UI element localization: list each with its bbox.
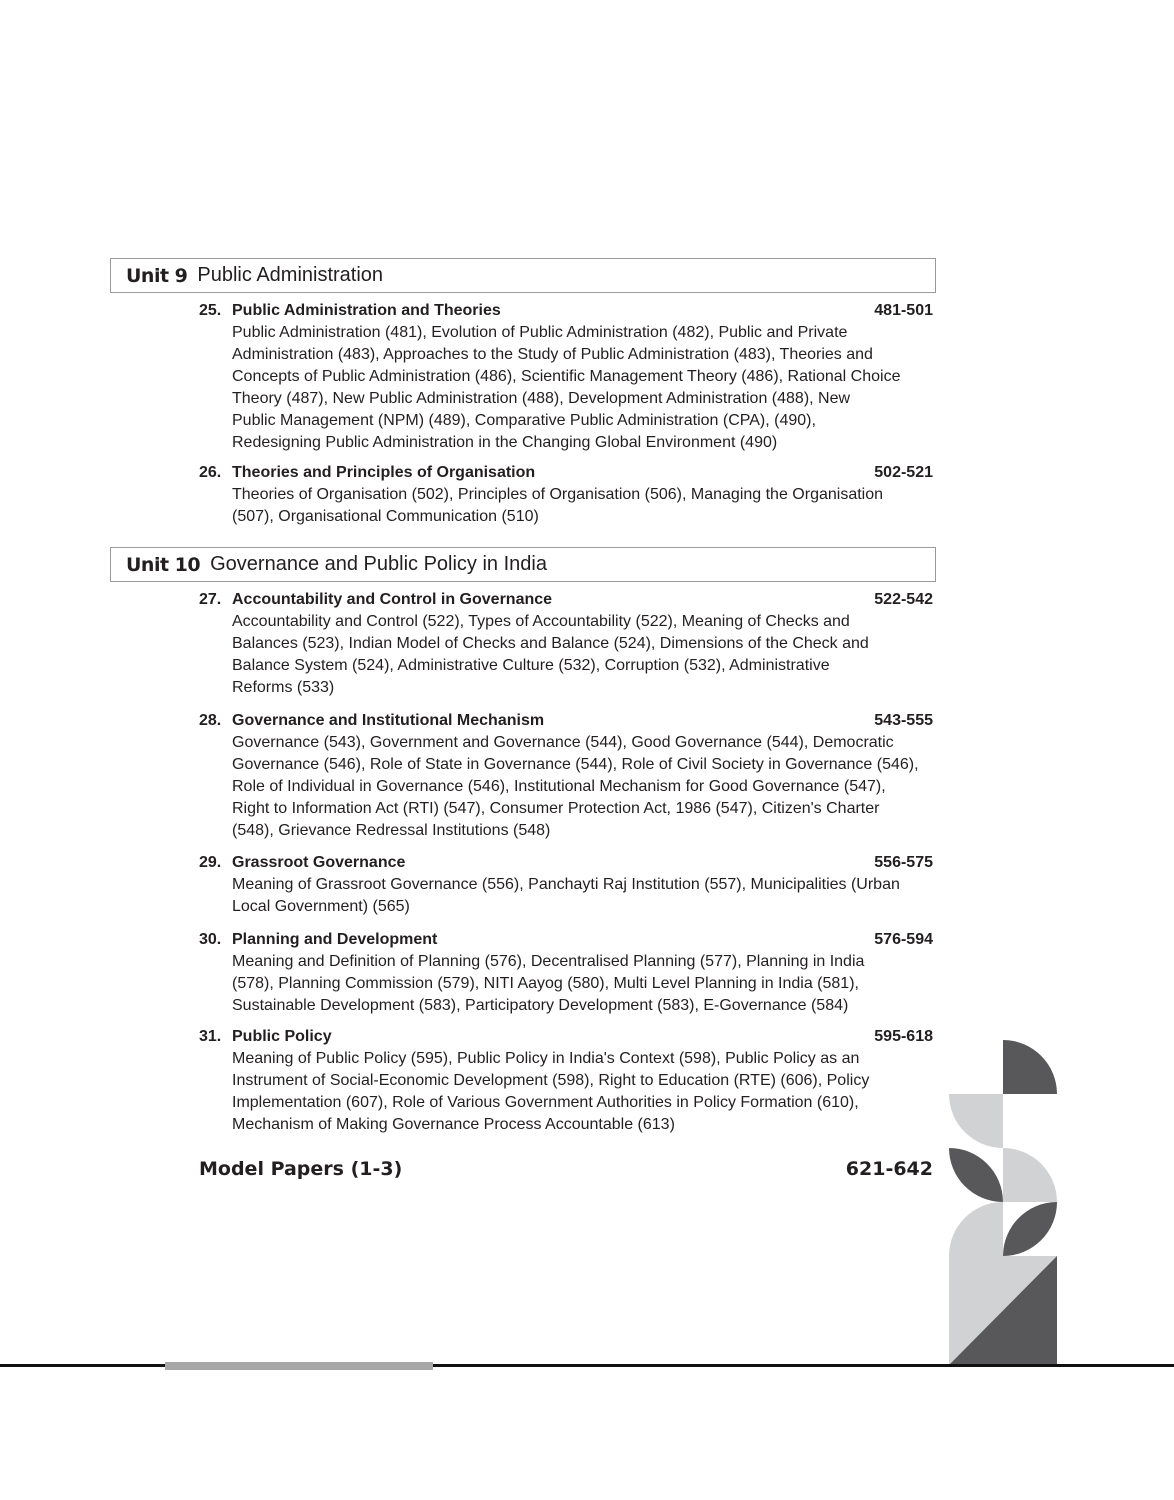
chapter-entry [199, 710, 933, 842]
unit-number: Unit 10 [126, 553, 201, 576]
chapter-entry [199, 589, 933, 699]
topic-line: Concepts of Public Administration (486), Scientific Management Theory (486), Rational Choice [232, 368, 901, 385]
light-leaf-2 [949, 1202, 1003, 1256]
topic-line: Theory (487), New Public Administration (488), Development Administration (488), New [232, 390, 851, 407]
chapter-topics [232, 611, 933, 699]
unit-title: Public Administration [197, 264, 384, 286]
chapter-pages: 576-594 [874, 931, 933, 948]
chapter-pages: 522-542 [874, 591, 933, 608]
chapter-pages: 481-501 [874, 302, 933, 319]
chapter-topics [232, 322, 933, 454]
chapter-title: Governance and Institutional Mechanism [232, 712, 545, 729]
chapter-topics [232, 1048, 933, 1136]
chapter-entry [199, 462, 933, 528]
topic-line: Local Government) (565) [232, 898, 410, 915]
topic-line: Public Administration (481), Evolution of Public Administration (482), Public and Private [232, 324, 848, 341]
topic-line: Sustainable Development (583), Participatory Development (583), E-Governance (584) [232, 997, 849, 1014]
topic-line: Public Management (NPM) (489), Comparative Public Administration (CPA), (490), [232, 412, 816, 429]
topic-line: Meaning of Public Policy (595), Public Policy in India's Context (598), Public Policy as an [232, 1050, 860, 1067]
chapter-topics [232, 874, 933, 918]
chapter-pages: 595-618 [874, 1028, 933, 1045]
decorative-shapes [949, 1040, 1057, 1365]
bottom-accent-bar [165, 1362, 433, 1370]
topic-line: Balance System (524), Administrative Culture (532), Corruption (532), Administrative [232, 657, 830, 674]
topic-line: Balances (523), Indian Model of Checks and Balance (524), Dimensions of the Check and [232, 635, 869, 652]
topic-line: Redesigning Public Administration in the Changing Global Environment (490) [232, 434, 778, 451]
topic-line: Meaning and Definition of Planning (576), Decentralised Planning (577), Planning in India [232, 953, 865, 970]
topic-line: Reforms (533) [232, 679, 335, 696]
chapter-topics [232, 951, 933, 1017]
model-papers-title: Model Papers (1-3) [199, 1158, 403, 1180]
topic-line: Right to Information Act (RTI) (547), Consumer Protection Act, 1986 (547), Citizen's Charter [232, 800, 880, 817]
model-papers-entry [199, 1158, 933, 1180]
chapter-number: 28. [199, 712, 222, 729]
topic-line: Meaning of Grassroot Governance (556), Panchayti Raj Institution (557), Municipalities (Urban [232, 876, 900, 893]
chapter-number: 31. [199, 1028, 222, 1045]
unit-heading [110, 258, 936, 293]
light-quarter-circle [949, 1094, 1003, 1148]
chapter-title: Planning and Development [232, 931, 438, 948]
chapter-entry [199, 852, 933, 918]
chapter-entry [199, 929, 933, 1017]
chapter-pages: 543-555 [874, 712, 933, 729]
chapter-number: 30. [199, 931, 222, 948]
topic-line: Governance (546), Role of State in Governance (544), Role of Civil Society in Governance (546), [232, 756, 919, 773]
model-papers-pages: 621-642 [845, 1158, 933, 1180]
chapter-title: Accountability and Control in Governance [232, 591, 553, 608]
dark-leaf [949, 1148, 1003, 1202]
chapter-number: 29. [199, 854, 222, 871]
topic-line: Governance (543), Government and Governance (544), Good Governance (544), Democratic [232, 734, 894, 751]
chapter-topics [232, 732, 933, 842]
unit-number: Unit 9 [126, 264, 188, 287]
topic-line: Role of Individual in Governance (546), Institutional Mechanism for Good Governance (547), [232, 778, 886, 795]
chapter-entry [199, 300, 933, 454]
topic-line: (578), Planning Commission (579), NITI Aayog (580), Multi Level Planning in India (581), [232, 975, 859, 992]
chapter-title: Grassroot Governance [232, 854, 406, 871]
chapter-number: 26. [199, 464, 222, 481]
topic-line: Instrument of Social-Economic Development (598), Right to Education (RTE) (606), Policy [232, 1072, 870, 1089]
topic-line: Theories of Organisation (502), Principles of Organisation (506), Managing the Organisation [232, 486, 884, 503]
chapter-title: Theories and Principles of Organisation [232, 464, 536, 481]
chapter-pages: 556-575 [874, 854, 933, 871]
chapter-pages: 502-521 [874, 464, 933, 481]
unit-title: Governance and Public Policy in India [210, 553, 547, 575]
topic-line: Implementation (607), Role of Various Government Authorities in Policy Formation (610), [232, 1094, 859, 1111]
dark-leaf-2 [1003, 1202, 1057, 1256]
light-leaf [1003, 1148, 1057, 1202]
topic-line: Administration (483), Approaches to the Study of Public Administration (483), Theories and [232, 346, 873, 363]
dark-quarter-circle [1003, 1040, 1057, 1094]
topic-line: Accountability and Control (522), Types of Accountability (522), Meaning of Checks and [232, 613, 850, 630]
topic-line: (507), Organisational Communication (510) [232, 508, 539, 525]
chapter-topics [232, 484, 933, 528]
chapter-entry [199, 1026, 933, 1136]
chapter-number: 25. [199, 302, 222, 319]
unit-heading [110, 547, 936, 582]
chapter-title: Public Policy [232, 1028, 332, 1045]
topic-line: (548), Grievance Redressal Institutions (548) [232, 822, 551, 839]
topic-line: Mechanism of Making Governance Process Accountable (613) [232, 1116, 675, 1133]
chapter-title: Public Administration and Theories [232, 302, 501, 319]
chapter-number: 27. [199, 591, 222, 608]
